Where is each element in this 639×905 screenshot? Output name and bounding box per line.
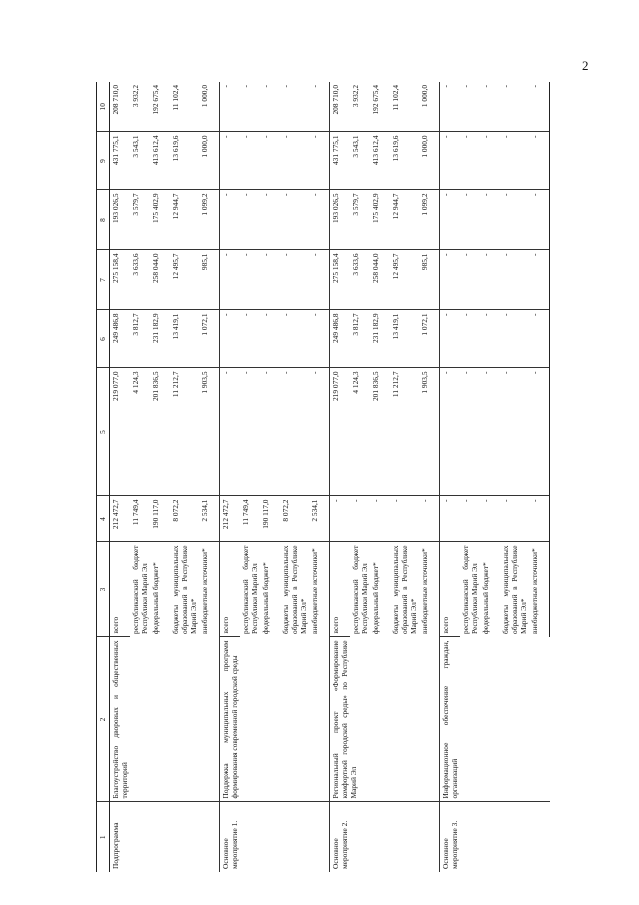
amount-cell: 2 534,1 <box>199 496 220 542</box>
funding-source: внебюджетные источники* <box>420 548 429 634</box>
amount-cell: - <box>460 190 480 250</box>
amount-cell: 11 102,4 <box>170 82 199 132</box>
amount-cell: - <box>220 82 241 132</box>
amount-cell: 275 158,4 <box>110 250 131 310</box>
program-name: Поддержка муниципальных программ формирования современной городской среды <box>220 637 330 802</box>
amount-cell: - <box>480 82 500 132</box>
column-header: 3 <box>97 542 110 637</box>
amount-cell: - <box>480 190 500 250</box>
amount-cell: 985,1 <box>199 250 220 310</box>
program-name: Благоустройство дворовых и общественных территорий <box>110 637 220 802</box>
amount-cell: 11 212,7 <box>390 368 419 496</box>
amount-cell: 249 486,8 <box>330 310 351 368</box>
amount-cell: 8 072,2 <box>280 496 309 542</box>
amount-cell: - <box>260 368 280 496</box>
amount-cell: 258 044,0 <box>370 250 390 310</box>
column-header: 2 <box>97 637 110 802</box>
amount-cell: - <box>500 190 529 250</box>
amount-cell: - <box>240 250 260 310</box>
amount-cell: 1 000,0 <box>419 82 440 132</box>
amount-cell: - <box>480 496 500 542</box>
amount-cell: - <box>460 250 480 310</box>
amount-cell: - <box>500 250 529 310</box>
amount-cell: - <box>480 250 500 310</box>
amount-cell: 13 619,6 <box>390 132 419 190</box>
amount-cell: - <box>440 368 461 496</box>
amount-cell: 249 486,8 <box>110 310 131 368</box>
funding-source: всего <box>440 542 461 637</box>
amount-cell: 3 543,1 <box>350 132 370 190</box>
column-header: 1 <box>97 802 110 872</box>
funding-source: внебюджетные источники* <box>200 548 209 634</box>
amount-cell: - <box>480 132 500 190</box>
funding-source: бюджеты муниципальных образований в Республике Марий Эл* <box>501 545 528 634</box>
budget-table <box>96 82 550 872</box>
amount-cell: - <box>220 368 241 496</box>
amount-cell: - <box>309 82 330 132</box>
page-number: 2 <box>582 58 589 73</box>
amount-cell: - <box>419 496 440 542</box>
amount-cell: 12 944,7 <box>170 190 199 250</box>
amount-cell: 11 212,7 <box>170 368 199 496</box>
amount-cell: - <box>220 250 241 310</box>
budget-table-body <box>97 82 550 872</box>
amount-cell: - <box>460 496 480 542</box>
amount-cell: 11 102,4 <box>390 82 419 132</box>
amount-cell: 192 675,4 <box>370 82 390 132</box>
funding-source: федеральный бюджет* <box>371 562 380 634</box>
amount-cell: 275 158,4 <box>330 250 351 310</box>
program-name: Региональный проект «Формирование комфортной городской среды» по Республике Марий Эл <box>330 637 440 802</box>
amount-cell: 219 077,0 <box>330 368 351 496</box>
funding-source: всего <box>110 542 131 637</box>
amount-cell: 8 072,2 <box>170 496 199 542</box>
amount-cell: - <box>480 368 500 496</box>
amount-cell: 201 836,5 <box>150 368 170 496</box>
amount-cell: 258 044,0 <box>150 250 170 310</box>
amount-cell: - <box>280 310 309 368</box>
amount-cell: 212 472,7 <box>110 496 131 542</box>
amount-cell: 3 932,2 <box>130 82 150 132</box>
table-row <box>220 82 241 872</box>
column-header: 7 <box>97 250 110 310</box>
amount-cell: - <box>500 496 529 542</box>
amount-cell: 219 077,0 <box>110 368 131 496</box>
amount-cell: 175 402,9 <box>370 190 390 250</box>
amount-cell: 3 932,2 <box>350 82 370 132</box>
amount-cell: - <box>260 132 280 190</box>
program-name: Информационное обеспечение граждан, организаций <box>440 637 550 802</box>
amount-cell: 201 836,5 <box>370 368 390 496</box>
amount-cell: 2 534,1 <box>309 496 330 542</box>
amount-cell: - <box>240 368 260 496</box>
program-code: Подпрограмма <box>110 802 220 872</box>
amount-cell: - <box>280 250 309 310</box>
amount-cell: 1 099,2 <box>419 190 440 250</box>
amount-cell: 1 000,0 <box>199 132 220 190</box>
amount-cell: - <box>460 310 480 368</box>
amount-cell: 12 944,7 <box>390 190 419 250</box>
amount-cell: - <box>220 190 241 250</box>
amount-cell: 4 124,3 <box>130 368 150 496</box>
amount-cell: 4 124,3 <box>350 368 370 496</box>
amount-cell: - <box>460 368 480 496</box>
amount-cell: - <box>440 190 461 250</box>
amount-cell: - <box>529 132 550 190</box>
amount-cell: 1 072,1 <box>419 310 440 368</box>
amount-cell: - <box>309 310 330 368</box>
amount-cell: - <box>529 368 550 496</box>
amount-cell: 231 182,9 <box>370 310 390 368</box>
amount-cell: 208 710,0 <box>330 82 351 132</box>
amount-cell: - <box>440 132 461 190</box>
amount-cell: 212 472,7 <box>220 496 241 542</box>
amount-cell: - <box>330 496 351 542</box>
amount-cell: 413 612,4 <box>150 132 170 190</box>
amount-cell: 190 117,0 <box>150 496 170 542</box>
amount-cell: 13 619,6 <box>170 132 199 190</box>
amount-cell: - <box>440 250 461 310</box>
amount-cell: - <box>240 310 260 368</box>
amount-cell: - <box>480 310 500 368</box>
funding-source: внебюджетные источники* <box>529 542 550 637</box>
amount-cell: - <box>460 82 480 132</box>
amount-cell: 3 812,7 <box>350 310 370 368</box>
amount-cell: - <box>309 250 330 310</box>
amount-cell: 431 775,1 <box>330 132 351 190</box>
funding-source: республиканский бюджет Республики Марий Эл <box>461 545 479 634</box>
column-header: 8 <box>97 190 110 250</box>
table-row <box>440 82 461 872</box>
amount-cell: - <box>440 82 461 132</box>
amount-cell: 3 579,7 <box>130 190 150 250</box>
amount-cell: 12 495,7 <box>390 250 419 310</box>
amount-cell: 1 000,0 <box>419 132 440 190</box>
amount-cell: 3 812,7 <box>130 310 150 368</box>
amount-cell: 431 775,1 <box>110 132 131 190</box>
funding-source: республиканский бюджет Республики Марий Эл <box>351 545 369 634</box>
amount-cell: - <box>240 132 260 190</box>
amount-cell: - <box>240 82 260 132</box>
amount-cell: - <box>440 310 461 368</box>
amount-cell: - <box>500 82 529 132</box>
amount-cell: 193 026,5 <box>330 190 351 250</box>
amount-cell: 175 402,9 <box>150 190 170 250</box>
amount-cell: - <box>220 132 241 190</box>
amount-cell: 11 749,4 <box>240 496 260 542</box>
amount-cell: - <box>370 496 390 542</box>
funding-source: федеральный бюджет* <box>261 562 270 634</box>
amount-cell: 193 026,5 <box>110 190 131 250</box>
funding-source: внебюджетные источники* <box>310 548 319 634</box>
amount-cell: - <box>309 190 330 250</box>
amount-cell: 12 495,7 <box>170 250 199 310</box>
column-header: 10 <box>97 82 110 132</box>
amount-cell: - <box>350 496 370 542</box>
amount-cell: - <box>260 310 280 368</box>
amount-cell: - <box>390 496 419 542</box>
funding-source: бюджеты муниципальных образований в Республике Марий Эл* <box>171 545 198 634</box>
amount-cell: - <box>500 368 529 496</box>
column-header: 6 <box>97 310 110 368</box>
amount-cell: 13 419,1 <box>170 310 199 368</box>
amount-cell: - <box>440 496 461 542</box>
column-header: 5 <box>97 368 110 496</box>
amount-cell: 3 579,7 <box>350 190 370 250</box>
amount-cell: - <box>280 82 309 132</box>
amount-cell: - <box>309 132 330 190</box>
amount-cell: - <box>529 82 550 132</box>
funding-source: бюджеты муниципальных образований в Республике Марий Эл* <box>391 545 418 634</box>
column-number-header-row <box>97 82 110 872</box>
amount-cell: 1 099,2 <box>199 190 220 250</box>
amount-cell: 231 182,9 <box>150 310 170 368</box>
amount-cell: 190 117,0 <box>260 496 280 542</box>
program-code: Основное мероприятие 1. <box>220 802 330 872</box>
amount-cell: - <box>529 250 550 310</box>
amount-cell: 11 749,4 <box>130 496 150 542</box>
amount-cell: 985,1 <box>419 250 440 310</box>
amount-cell: 208 710,0 <box>110 82 131 132</box>
table-row <box>110 82 131 872</box>
amount-cell: 3 543,1 <box>130 132 150 190</box>
amount-cell: - <box>280 190 309 250</box>
funding-source: федеральный бюджет* <box>151 562 160 634</box>
amount-cell: - <box>500 132 529 190</box>
amount-cell: - <box>529 496 550 542</box>
amount-cell: - <box>460 132 480 190</box>
amount-cell: - <box>280 132 309 190</box>
table-row <box>330 82 351 872</box>
amount-cell: - <box>529 310 550 368</box>
amount-cell: 1 903,5 <box>419 368 440 496</box>
amount-cell: - <box>260 250 280 310</box>
amount-cell: 3 633,6 <box>350 250 370 310</box>
amount-cell: - <box>220 310 241 368</box>
amount-cell: 13 419,1 <box>390 310 419 368</box>
amount-cell: 1 000,0 <box>199 82 220 132</box>
amount-cell: 413 612,4 <box>370 132 390 190</box>
amount-cell: - <box>529 190 550 250</box>
column-header: 9 <box>97 132 110 190</box>
amount-cell: - <box>240 190 260 250</box>
amount-cell: 1 072,1 <box>199 310 220 368</box>
funding-source: федеральный бюджет* <box>481 562 490 634</box>
amount-cell: 1 903,5 <box>199 368 220 496</box>
amount-cell: - <box>500 310 529 368</box>
amount-cell: 3 633,6 <box>130 250 150 310</box>
amount-cell: - <box>280 368 309 496</box>
rotated-budget-table-sheet <box>96 82 626 872</box>
funding-source: республиканский бюджет Республики Марий Эл <box>131 545 149 634</box>
program-code: Основное мероприятие 2. <box>330 802 440 872</box>
funding-source: всего <box>330 542 351 637</box>
funding-source: республиканский бюджет Республики Марий Эл <box>241 545 259 634</box>
funding-source: всего <box>220 542 241 637</box>
amount-cell: - <box>309 368 330 496</box>
amount-cell: 192 675,4 <box>150 82 170 132</box>
program-code: Основное мероприятие 3. <box>440 802 550 872</box>
funding-source: бюджеты муниципальных образований в Республике Марий Эл* <box>281 545 308 634</box>
amount-cell: - <box>260 82 280 132</box>
column-header: 4 <box>97 496 110 542</box>
amount-cell: - <box>260 190 280 250</box>
